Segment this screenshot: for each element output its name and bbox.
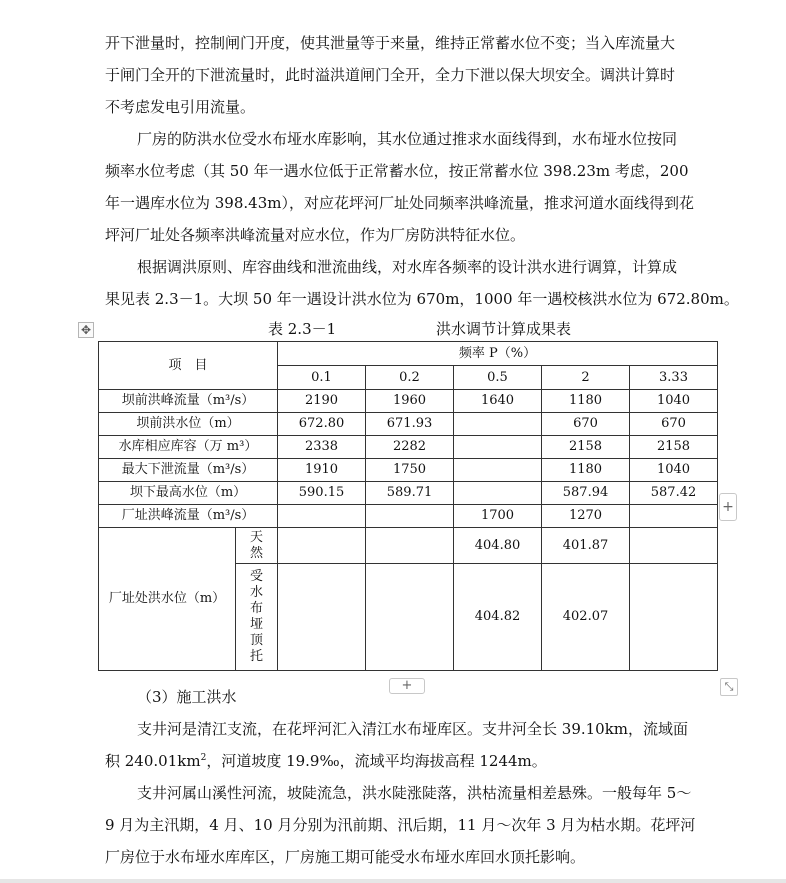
add-row-button[interactable]: + (389, 678, 425, 694)
table-cell: 1750 (366, 459, 454, 482)
table-cell: 1700 (454, 505, 542, 528)
sub-row-label-char: 天 (249, 529, 263, 545)
table-cell: 1180 (542, 390, 630, 413)
table-cell (630, 564, 718, 671)
table-row (99, 390, 718, 413)
section-heading (105, 681, 717, 713)
table-cell: 589.71 (366, 482, 454, 505)
table-cell: 587.94 (542, 482, 630, 505)
table-cell: 670 (630, 413, 718, 436)
table-cell: 402.07 (542, 564, 630, 671)
text-line: 果见表 2.3－1。大坝 50 年一遇设计洪水位为 670m，1000 年一遇校核洪水位为 672.80m。 (105, 290, 739, 308)
table-caption-title: 洪水调节计算成果表 (436, 320, 572, 338)
row-label: 最大下泄流量（m³/s） (99, 459, 278, 482)
table-cell: 2158 (630, 436, 718, 459)
frequency-cell: 2 (542, 366, 630, 390)
text-line: 支井河是清江支流，在花坪河汇入清江水布垭库区。支井河全长 39.10km，流域面 (137, 720, 689, 738)
table-caption-number: 表 2.3－1 (268, 320, 337, 338)
table-header-row (99, 342, 718, 366)
row-label: 厂址洪峰流量（m³/s） (99, 505, 278, 528)
sub-row-label-backwater (236, 564, 278, 671)
text-fragment: ，河道坡度 19.9‰，流域平均海拔高程 1244m。 (206, 752, 547, 770)
paragraph-5 (105, 777, 717, 873)
paragraph-2 (105, 123, 717, 251)
text-line: 厂房位于水布垭水库库区，厂房施工期可能受水布垭水库回水顶托影响。 (105, 848, 586, 866)
text-line: 厂房的防洪水位受水布垭水库影响，其水位通过推求水面线得到，水布垭水位按同 (137, 130, 678, 148)
table-resize-icon[interactable]: ⤡ (720, 678, 738, 696)
text-line (105, 745, 717, 777)
table-cell: 404.80 (454, 528, 542, 564)
text-line: 年一遇库水位为 398.43m），对应花坪河厂址处同频率洪峰流量，推求河道水面线得到花 (105, 194, 694, 212)
flood-routing-table (98, 341, 718, 671)
sub-row-label-natural (236, 528, 278, 564)
group-row-label: 厂址处洪水位（m） (99, 528, 236, 671)
paragraph-4 (105, 713, 717, 777)
table-cell: 1910 (278, 459, 366, 482)
sub-row-label-char: 水 (249, 585, 263, 600)
table-row (99, 505, 718, 528)
table-cell: 587.42 (630, 482, 718, 505)
text-line: 支井河属山溪性河流，坡陡流急，洪水陡涨陡落，洪枯流量相差悬殊。一般每年 5～ (137, 784, 692, 802)
table-cell (366, 564, 454, 671)
frequency-cell: 0.2 (366, 366, 454, 390)
table-cell: 671.93 (366, 413, 454, 436)
text-line: 开下泄量时，控制闸门开度，使其泄量等于来量，维持正常蓄水位不变；当入库流量大 (105, 34, 676, 52)
text-line: 频率水位考虑（其 50 年一遇水位低于正常蓄水位，按正常蓄水位 398.23m 考虑，200 (105, 162, 689, 180)
sub-row-label-char: 垭 (249, 617, 263, 632)
sub-row-label-char: 托 (249, 649, 263, 664)
sub-row-label-char: 顶 (249, 633, 263, 648)
text-line: 不考虑发电引用流量。 (105, 98, 256, 116)
table-row (99, 413, 718, 436)
table-row (99, 528, 718, 564)
text-line: 9 月为主汛期，4 月、10 月分别为汛前期、汛后期，11 月～次年 3 月为枯水期。花坪河 (105, 816, 696, 834)
row-label: 坝前洪水位（m） (99, 413, 278, 436)
table-cell: 672.80 (278, 413, 366, 436)
table-cell: 1270 (542, 505, 630, 528)
table-cell: 2190 (278, 390, 366, 413)
table-cell: 2158 (542, 436, 630, 459)
superscript: 2 (200, 753, 207, 763)
table-row (99, 482, 718, 505)
table-cell: 1180 (542, 459, 630, 482)
add-column-button[interactable]: + (719, 493, 737, 521)
table-cell: 670 (542, 413, 630, 436)
table-cell (278, 564, 366, 671)
table-cell (366, 505, 454, 528)
text-line: 根据调洪原则、库容曲线和泄流曲线，对水库各频率的设计洪水进行调算，计算成 (137, 258, 678, 276)
table-cell: 2282 (366, 436, 454, 459)
table-cell (630, 528, 718, 564)
sub-row-label-char: 布 (249, 601, 263, 616)
table-cell (454, 413, 542, 436)
table-cell (278, 528, 366, 564)
text-line: 于闸门全开的下泄流量时，此时溢洪道闸门全开，全力下泄以保大坝安全。调洪计算时 (105, 66, 676, 84)
table-cell: 590.15 (278, 482, 366, 505)
text-fragment: 积 240.01km (105, 752, 201, 770)
heading-text: （3）施工洪水 (137, 688, 237, 706)
sub-row-label-char: 然 (249, 545, 263, 561)
paragraph-3 (105, 251, 739, 315)
table-cell: 1640 (454, 390, 542, 413)
table-cell (454, 482, 542, 505)
frequency-cell: 0.1 (278, 366, 366, 390)
table-cell (454, 459, 542, 482)
frequency-cell: 3.33 (630, 366, 718, 390)
table-cell: 404.82 (454, 564, 542, 671)
header-frequency-cell: 频率 P（%） (278, 342, 718, 366)
header-item-cell: 项 目 (99, 342, 278, 390)
table-row (99, 459, 718, 482)
table-cell: 1040 (630, 390, 718, 413)
paragraph-1 (105, 27, 717, 123)
page-bottom-edge (0, 879, 786, 883)
table-cell (278, 505, 366, 528)
table-move-handle-icon[interactable]: ✥ (78, 322, 94, 338)
table-cell: 2338 (278, 436, 366, 459)
row-label: 坝前洪峰流量（m³/s） (99, 390, 278, 413)
text-line: 坪河厂址处各频率洪峰流量对应水位，作为厂房防洪特征水位。 (105, 226, 526, 244)
table-cell (630, 505, 718, 528)
table-cell: 1960 (366, 390, 454, 413)
frequency-cell: 0.5 (454, 366, 542, 390)
row-label: 坝下最高水位（m） (99, 482, 278, 505)
table-cell: 1040 (630, 459, 718, 482)
table-row (99, 436, 718, 459)
table-cell (454, 436, 542, 459)
table-cell: 401.87 (542, 528, 630, 564)
row-label: 水库相应库容（万 m³） (99, 436, 278, 459)
sub-row-label-char: 受 (249, 569, 263, 584)
table-cell (366, 528, 454, 564)
